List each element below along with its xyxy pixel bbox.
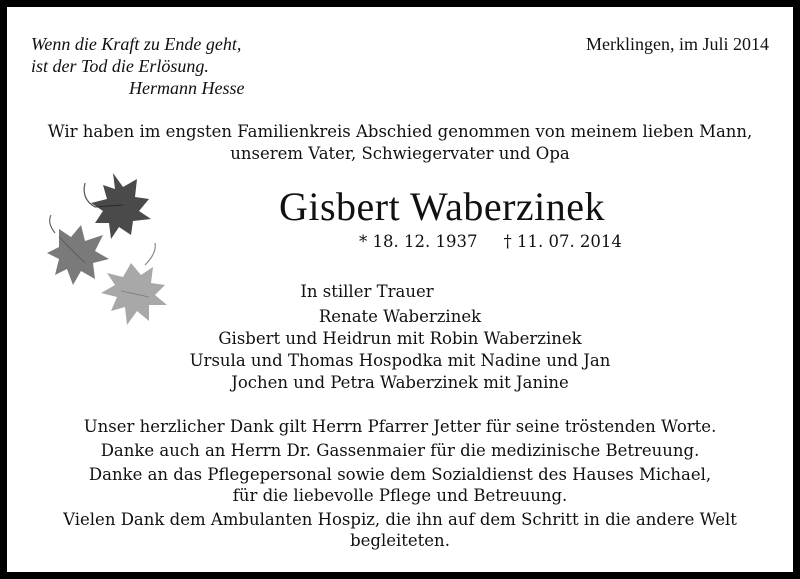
mourner-line: Ursula und Thomas Hospodka mit Nadine und Jan [189,351,611,370]
thanks-line: Unser herzlicher Dank gilt Herrn Pfarrer Jetter für seine tröstenden Worte. [83,417,717,436]
mourner-line: Gisbert und Heidrun mit Robin Waberzinek [218,329,582,348]
place-and-date: Merklingen, im Juli 2014 [586,34,769,54]
mourner-line: Renate Waberzinek [318,307,482,326]
thanks-line: für die liebevolle Pflege und Betreuung. [232,486,568,505]
birth-date: * 18. 12. 1937 [359,232,478,251]
mourners-list [7,281,793,394]
thanks-line: begleiteten. [350,531,450,550]
thanks-line: Vielen Dank dem Ambulanten Hospiz, die ihn auf dem Schritt in die andere Welt [63,510,737,529]
quote-line-1: Wenn die Kraft zu Ende geht, [31,34,242,54]
hesse-quote [31,33,331,99]
intro-line-1: Wir haben im engsten Familienkreis Abschied genommen von meinem lieben Mann, [47,122,753,141]
mourner-line: Jochen und Petra Waberzinek mit Janine [231,373,569,392]
deceased-name: Gisbert Waberzinek [278,184,606,229]
thanks-section [7,413,793,554]
mourning-heading: In stiller Trauer [300,282,434,301]
quote-author: Hermann Hesse [129,78,245,98]
thanks-line: Danke an das Pflegepersonal sowie dem Sozialdienst des Hauses Michael, [88,465,712,484]
intro-line-2: unserem Vater, Schwiegervater und Opa [230,144,570,163]
death-date: † 11. 07. 2014 [503,232,622,251]
life-dates [359,231,622,253]
thanks-line: Danke auch an Herrn Dr. Gassenmaier für die medizinische Betreuung. [100,441,700,460]
quote-line-2: ist der Tod die Erlösung. [31,56,209,76]
intro-text [7,121,793,165]
